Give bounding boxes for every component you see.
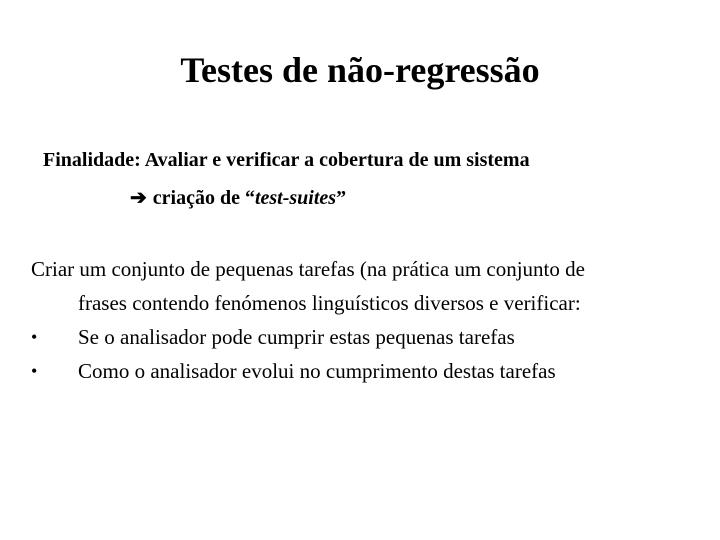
purpose-result bbox=[130, 184, 346, 212]
body-text bbox=[31, 252, 681, 388]
purpose-result-italic: test-suites bbox=[254, 187, 337, 209]
arrow-right-icon: ➔ bbox=[130, 187, 147, 209]
intro-line-2: frases contendo fenómenos linguísticos diversos e verificar: bbox=[78, 291, 581, 315]
slide-title: Testes de não-regressão bbox=[180, 50, 540, 90]
bullet-item bbox=[31, 354, 681, 388]
bullet-item bbox=[31, 320, 681, 354]
bullet-icon: • bbox=[31, 327, 38, 347]
intro-line-1: Criar um conjunto de pequenas tarefas (na prática um conjunto de bbox=[31, 257, 585, 281]
purpose-statement: Finalidade: Avaliar e verificar a cobertura de um sistema bbox=[43, 149, 530, 171]
bullet-icon: • bbox=[31, 361, 38, 381]
bullet-text: Se o analisador pode cumprir estas pequenas tarefas bbox=[78, 325, 515, 349]
bullet-text: Como o analisador evolui no cumprimento destas tarefas bbox=[78, 359, 556, 383]
purpose-result-suffix: ” bbox=[336, 187, 347, 209]
purpose-result-prefix: criação de “ bbox=[152, 187, 255, 209]
